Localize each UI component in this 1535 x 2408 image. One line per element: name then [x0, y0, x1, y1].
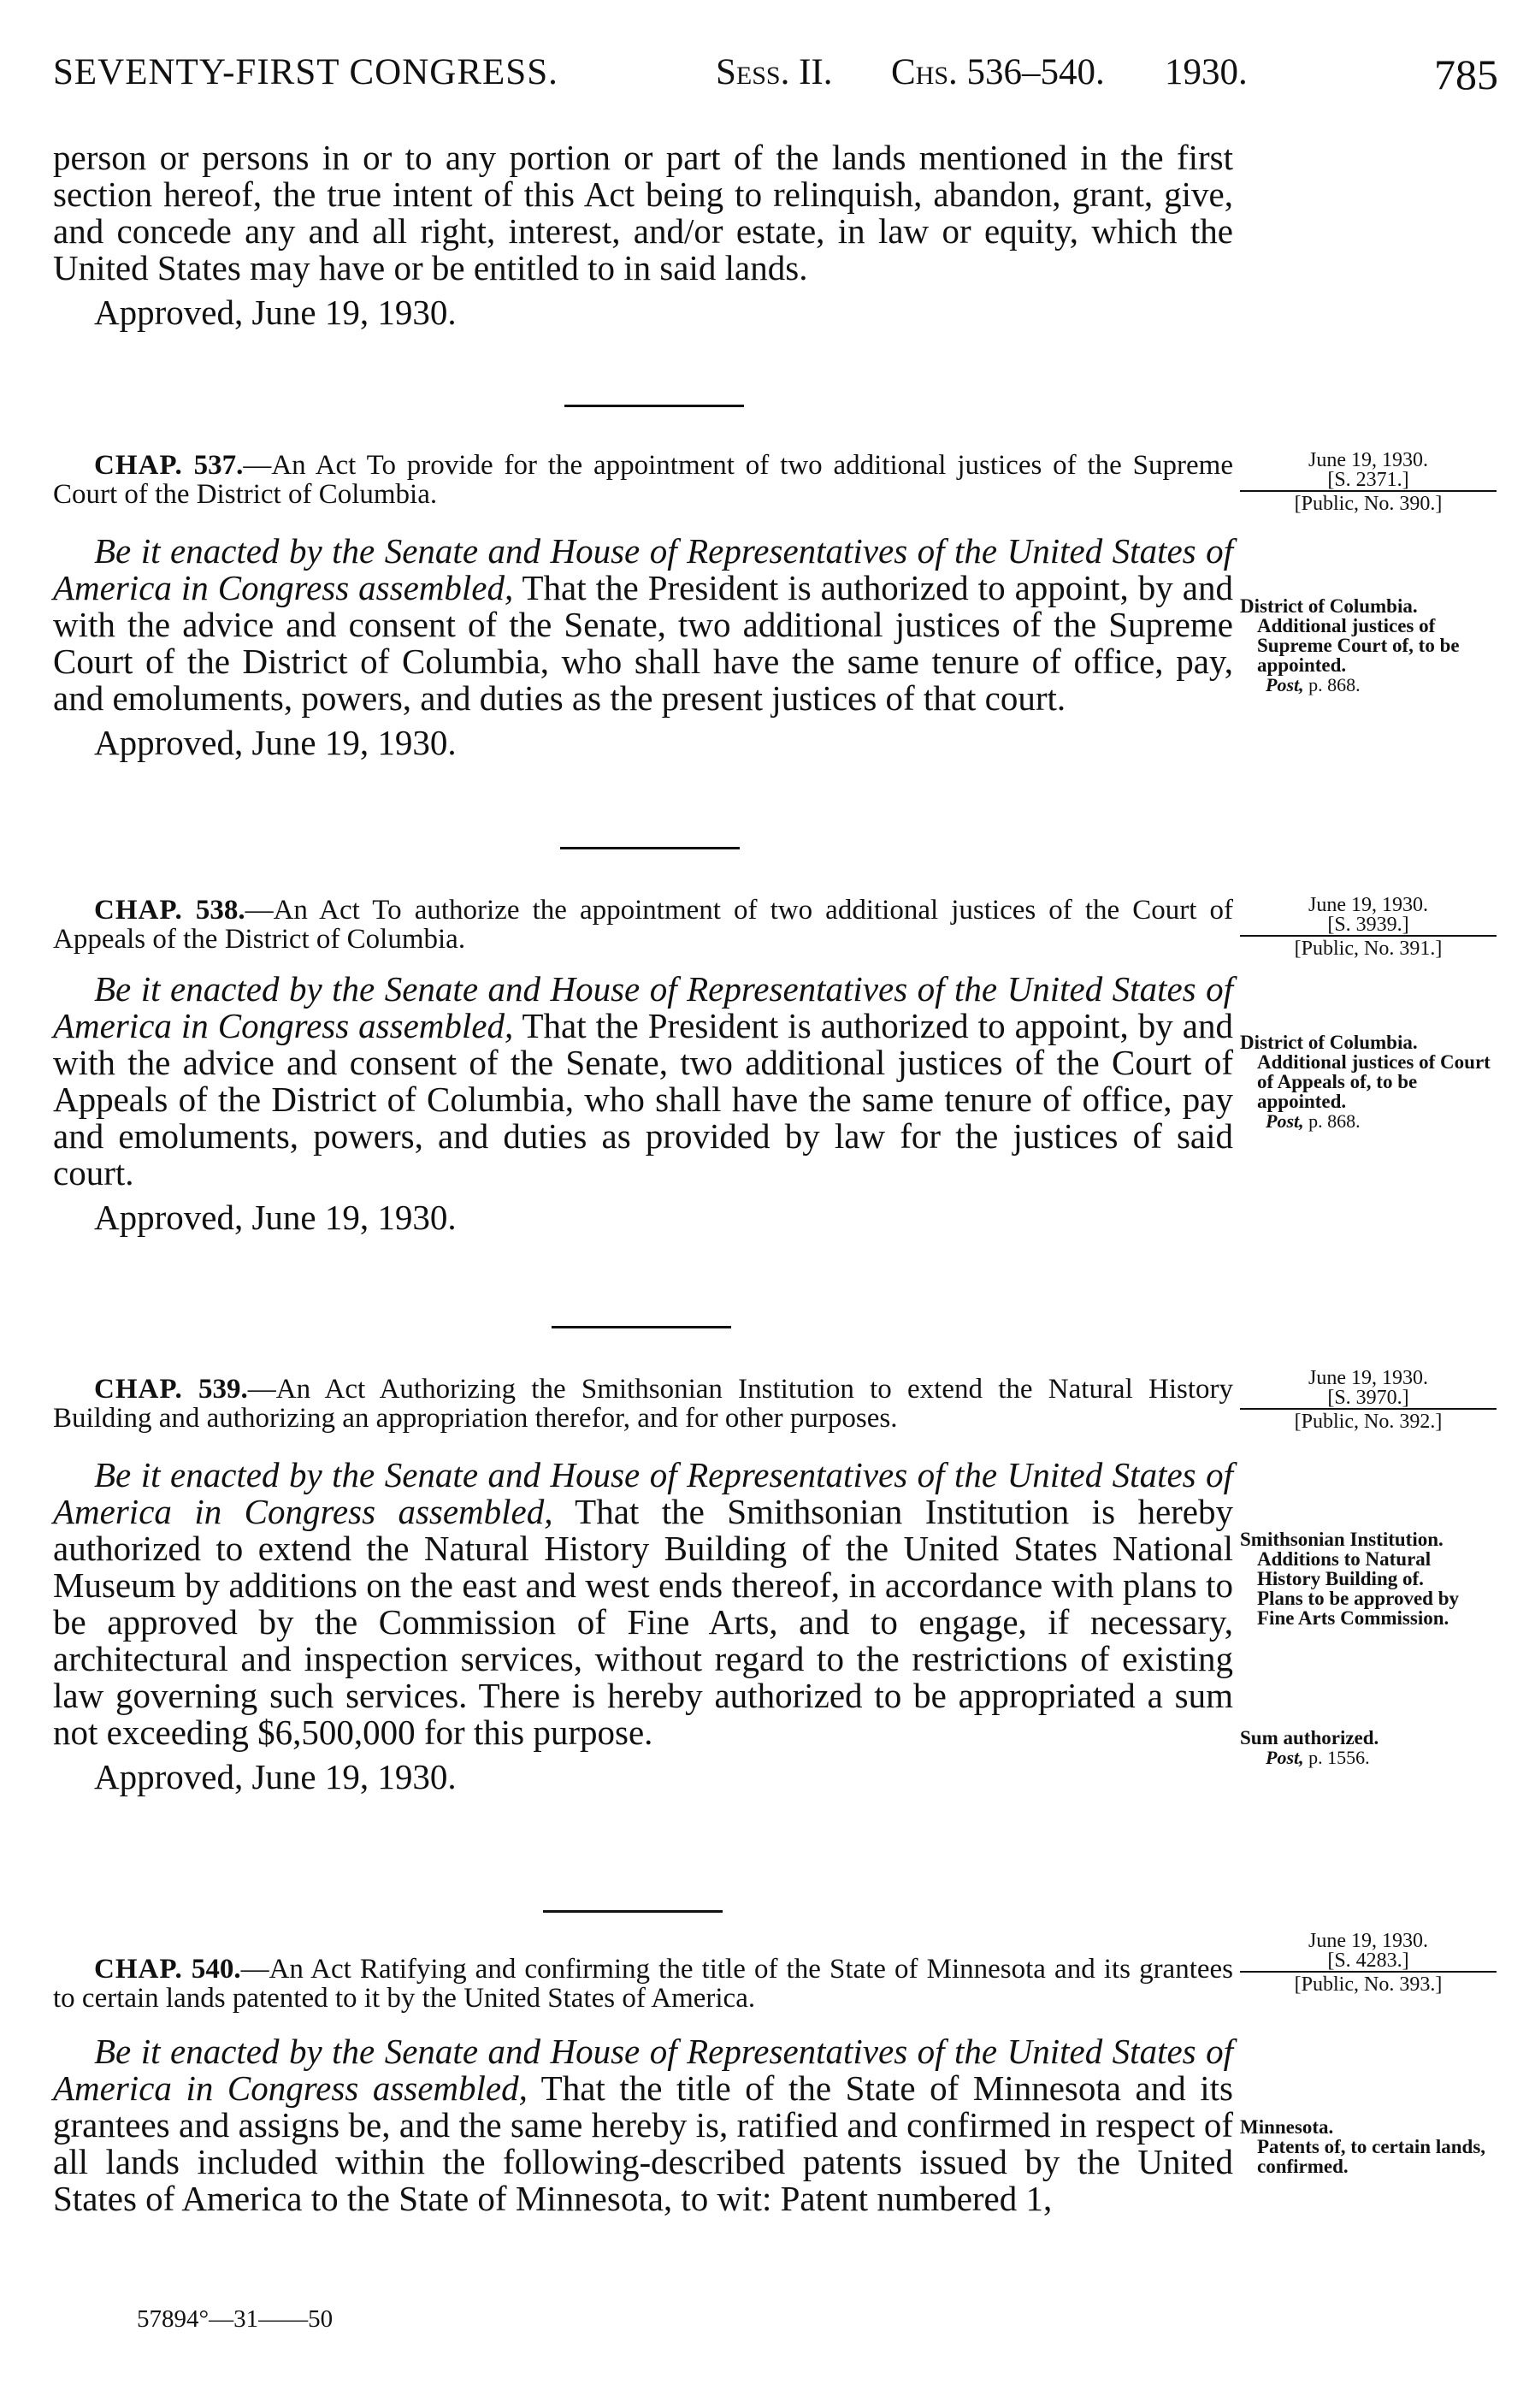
chapter-title: —An Act To provide for the appointment of two additional justices of the Supreme Court of the District of Columbia. — [53, 450, 1233, 510]
margin-subheading: Additional justices of Court of Appeals of, to be appointed. — [1257, 1051, 1491, 1112]
enacting-text — [53, 533, 1233, 717]
running-head-chapters: Chs. 536–540. — [891, 52, 1105, 92]
margin-note-540 — [1240, 2117, 1497, 2176]
running-head-session: Sess. II. — [716, 52, 833, 92]
margin-subheading: Patents of, to certain lands, confirmed. — [1257, 2136, 1486, 2177]
chapter-540 — [53, 1955, 1233, 2217]
margin-heading: Minnesota. — [1240, 2116, 1334, 2138]
chapter-537 — [53, 451, 1233, 761]
approved-line: Approved, June 19, 1930. — [94, 723, 457, 762]
chapter-label: CHAP. — [94, 1374, 183, 1405]
running-head-title: SEVENTY-FIRST CONGRESS. — [53, 52, 558, 92]
margin-subheading: Additional justices of Supreme Court of, to be appointed. — [1257, 615, 1460, 676]
enacting-text — [53, 1457, 1233, 1751]
side-date: June 19, 1930. — [1308, 894, 1428, 916]
section-divider — [560, 847, 740, 849]
enacting-clause: Be it enacted by the Senate and House of Representatives of the United States of America in Congress assembled, — [53, 969, 1233, 1045]
post-label: Post, — [1266, 1747, 1304, 1768]
chapter-body: That the President is authorized to appoint, by and with the advice and consent of the Senate, two additional justices of the Court of Appeals of the District of Columbia, who shall have the same tenure of office, pay and emoluments, powers, and duties as provided by law for the justices of said court. — [53, 1006, 1233, 1192]
side-public-law: [Public, No. 392.] — [1240, 1408, 1497, 1432]
margin-heading: District of Columbia. — [1240, 595, 1418, 617]
side-date: June 19, 1930. — [1308, 1367, 1428, 1389]
chapter-title: —An Act To authorize the appointment of two additional justices of the Court of Appeals of the District of Columbia. — [53, 895, 1234, 955]
approved-line: Approved, June 19, 1930. — [94, 1198, 457, 1237]
side-public-law: [Public, No. 390.] — [1240, 490, 1497, 514]
side-bill-number: [S. 3970.] — [1327, 1387, 1409, 1409]
side-note-538 — [1240, 896, 1497, 959]
margin-post-reference — [1240, 675, 1497, 695]
printer-signature: 57894°—31——50 — [137, 2305, 334, 2333]
chapter-heading — [53, 896, 1233, 954]
chapter-label: CHAP. — [94, 450, 183, 481]
margin-subheading: Additions to Natural History Building of. — [1257, 1548, 1432, 1589]
approved-line: Approved, June 19, 1930. — [94, 293, 457, 332]
margin-heading: District of Columbia. — [1240, 1032, 1418, 1053]
post-label: Post, — [1266, 1110, 1304, 1132]
chapter-title: —An Act Ratifying and confirming the title of the State of Minnesota and its grantees to certain lands patented to it by the United States of America. — [53, 1954, 1234, 2014]
chapter-number: 538. — [195, 895, 245, 926]
chapter-label: CHAP. — [94, 1954, 183, 1985]
chapter-title: —An Act Authorizing the Smithsonian Institution to extend the Natural History Building and authorizing an appropriation therefor, and for other purposes. — [53, 1374, 1234, 1434]
enacting-text — [53, 971, 1233, 1192]
chapter-number: 537. — [193, 450, 244, 481]
post-page: p. 1556. — [1303, 1747, 1370, 1768]
chapter-heading — [53, 1375, 1233, 1433]
margin-post-reference — [1240, 1748, 1497, 1767]
side-bill-number: [S. 4283.] — [1327, 1949, 1409, 1972]
post-label: Post, — [1266, 674, 1304, 695]
chapter-heading — [53, 451, 1233, 509]
chapter-body: That the Smithsonian Institution is hereby authorized to extend the Natural History Building of the United States National Museum by additions on the east and west ends thereof, in accordance with plans to be approved by the Commission of Fine Arts, and to engage, if necessary, architectural and inspection services, without regard to the restrictions of existing law governing such services. There is hereby authorized to be appropriated a sum not exceeding $6,500,000 for this purpose. — [53, 1492, 1233, 1752]
enacting-clause: Be it enacted by the Senate and House of Representatives of the United States of America in Congress assembled, — [53, 531, 1233, 607]
margin-note-537 — [1240, 596, 1497, 695]
side-date: June 19, 1930. — [1308, 449, 1428, 471]
enacting-clause: Be it enacted by the Senate and House of Representatives of the United States of America in Congress assembled, — [53, 1455, 1233, 1531]
side-bill-number: [S. 2371.] — [1327, 469, 1409, 491]
chapter-538 — [53, 896, 1233, 1236]
enacting-text — [53, 2033, 1233, 2217]
continuation-text: person or persons in or to any portion or part of the lands mentioned in the first section hereof, the true intent of this Act being to relinquish, abandon, grant, give, and concede any and all right, interest, and/or estate, in law or equity, which the United States may have or be entitled to in said lands. — [53, 138, 1233, 287]
chapter-number: 539. — [198, 1374, 248, 1405]
section-divider — [564, 405, 744, 407]
margin-note-538 — [1240, 1032, 1497, 1131]
margin-note-539 — [1240, 1529, 1497, 1628]
chapter-heading — [53, 1955, 1233, 2013]
approved-line: Approved, June 19, 1930. — [94, 1757, 457, 1796]
margin-heading: Smithsonian Institution. — [1240, 1529, 1443, 1550]
chapter-body: That the title of the State of Minnesota and its grantees and assigns be, and the same hereby is, ratified and confirmed in respect of all lands included within the following-described patents issued by the United States of America to the State of Minnesota, to wit: Patent numbered 1, — [53, 2068, 1233, 2218]
continuation-section — [53, 139, 1233, 331]
margin-note-539-sum — [1240, 1728, 1497, 1767]
side-note-540 — [1240, 1932, 1497, 1995]
post-page: p. 868. — [1303, 1110, 1361, 1132]
side-note-537 — [1240, 451, 1497, 514]
running-head-year: 1930. — [1165, 52, 1248, 92]
chapter-number: 540. — [191, 1954, 241, 1985]
section-divider — [552, 1326, 731, 1328]
side-note-539 — [1240, 1369, 1497, 1432]
chapter-body: That the President is authorized to appoint, by and with the advice and consent of the Senate, two additional justices of the Supreme Court of the District of Columbia, who shall have the same tenure of office, pay, and emoluments, powers, and duties as the present justices of that court. — [53, 568, 1233, 718]
margin-subheading-plans: Plans to be approved by Fine Arts Commission. — [1257, 1588, 1460, 1629]
enacting-clause: Be it enacted by the Senate and House of Representatives of the United States of America in Congress assembled, — [53, 2032, 1233, 2108]
margin-post-reference — [1240, 1111, 1497, 1131]
chapter-label: CHAP. — [94, 895, 183, 926]
chapter-539 — [53, 1375, 1233, 1796]
margin-heading-sum: Sum authorized. — [1240, 1727, 1379, 1748]
post-page: p. 868. — [1303, 674, 1361, 695]
side-public-law: [Public, No. 393.] — [1240, 1971, 1497, 1995]
side-public-law: [Public, No. 391.] — [1240, 935, 1497, 959]
side-bill-number: [S. 3939.] — [1327, 914, 1409, 936]
running-head — [53, 51, 1498, 111]
section-divider — [543, 1910, 723, 1913]
side-date: June 19, 1930. — [1308, 1930, 1428, 1952]
page-number: 785 — [1434, 50, 1498, 98]
